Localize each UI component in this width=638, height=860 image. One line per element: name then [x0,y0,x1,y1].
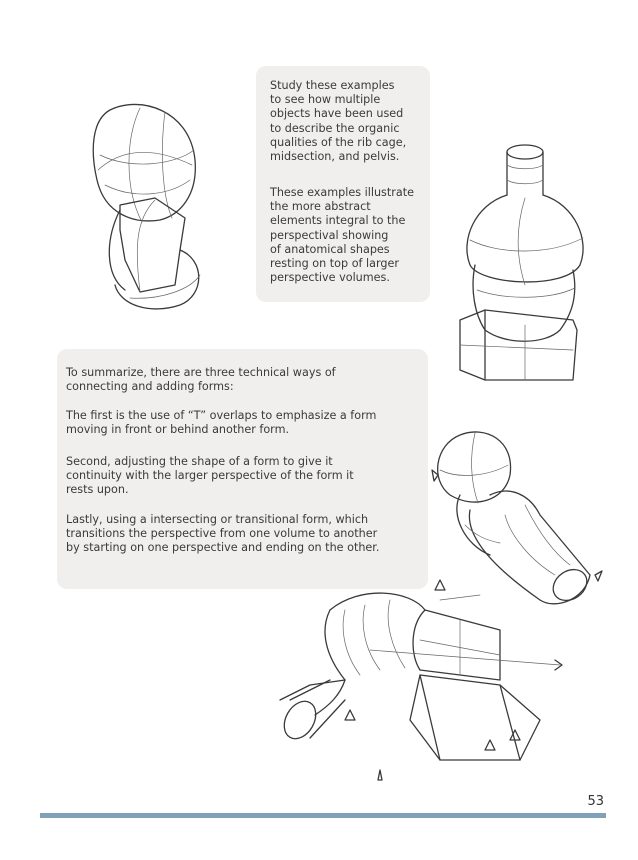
summary-paragraph-second: Second, adjusting the shape of a form to give it continuity with the larger perspective of the form it rests upon. [66,455,354,497]
summary-paragraph-first: The first is the use of “T” overlaps to emphasize a form moving in front or behind another form. [66,409,377,437]
summary-paragraph-intro: To summarize, there are three technical ways of connecting and adding forms: [66,366,336,394]
sketch-transitional-forms [270,570,600,790]
sketch-ribcage-midsection [80,100,220,330]
intro-paragraph-1: Study these examples to see how multiple objects have been used to describe the organic qualities of the rib cage, midsection, and pelvis. [270,79,407,164]
footer-rule [40,813,606,818]
summary-paragraph-lastly: Lastly, using a intersecting or transitional form, which transitions the perspective from one volume to another by starting on one perspective and ending on the other. [66,513,380,555]
intro-paragraph-2: These examples illustrate the more abstract elements integral to the perspectival showing of anatomical shapes resting on top of larger perspective volumes. [270,186,414,285]
sketch-torso-on-box [455,140,595,400]
page-number: 53 [587,794,604,809]
